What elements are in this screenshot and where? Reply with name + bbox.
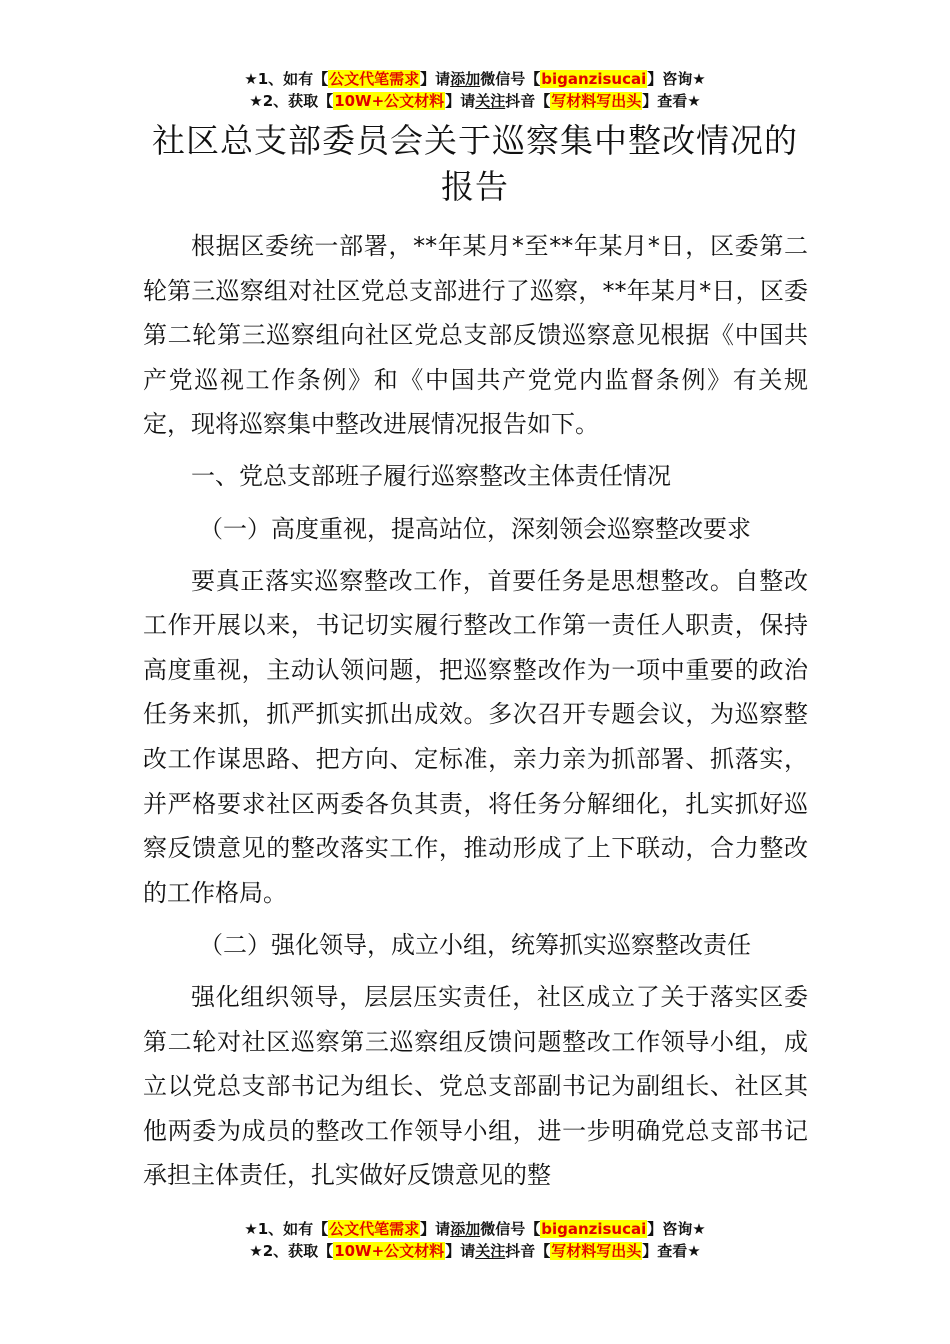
banner-line-2: ★2、获取【10W+公文材料】请关注抖音【写材料写出头】查看★ [249, 92, 701, 110]
highlight-douyin: 写材料写出头 [551, 1242, 642, 1260]
highlight-service: 公文代笔需求 [329, 70, 420, 88]
highlight-service: 公文代笔需求 [329, 1220, 420, 1238]
subsection-heading-1: （一）高度重视，提高站位，深刻领会巡察整改要求 [199, 514, 751, 543]
footer-banner-line-2: ★2、获取【10W+公文材料】请关注抖音【写材料写出头】查看★ [249, 1242, 701, 1260]
title-line-2: 报告 [441, 167, 509, 206]
highlight-materials: 10W+公文材料 [334, 92, 445, 110]
document-body [143, 224, 808, 1205]
body-paragraph-1: 要真正落实巡察整改工作，首要任务是思想整改。自整改工作开展以来，书记切实履行整改工作第一责任人职责，保持高度重视，主动认领问题，把巡察整改作为一项中重要的政治任务来抓，抓严抓实抓出成效。多次召开专题会议，为巡察整改工作谋思路、把方向、定标准，亲力亲为抓部署、抓落实，并严格要求社区两委各负其责，将任务分解细化，扎实抓好巡察反馈意见的整改落实工作，推动形成了上下联动，合力整改的工作格局。 [143, 566, 808, 907]
intro-paragraph: 根据区委统一部署，**年某月*至**年某月*日，区委第二轮第三巡察组对社区党总支部进行了巡察，**年某月*日，区委第二轮第三巡察组向社区党总支部反馈巡察意见根据《中国共产党巡视工作条例》和《中国共产党党内监督条例》有关规定，现将巡察集中整改进展情况报告如下。 [143, 232, 808, 439]
section-heading-1: 一、党总支部班子履行巡察整改主体责任情况 [191, 462, 671, 491]
title-line-1: 社区总支部委员会关于巡察集中整改情况的 [152, 121, 798, 160]
document-title [0, 118, 950, 210]
footer-banner-line-1: ★1、如有【公文代笔需求】请添加微信号【biganzisucai】咨询★ [244, 1220, 706, 1238]
highlight-wechat-id: biganzisucai [541, 1220, 647, 1238]
body-paragraph-2: 强化组织领导，层层压实责任，社区成立了关于落实区委第二轮对社区巡察第三巡察组反馈问题整改工作领导小组，成立以党总支部书记为组长、党总支部副书记为副组长、社区其他两委为成员的整改工作领导小组，进一步明确党总支部书记承担主体责任，扎实做好反馈意见的整 [143, 983, 808, 1190]
header-banner [0, 68, 950, 112]
highlight-materials: 10W+公文材料 [334, 1242, 445, 1260]
banner-line-1: ★1、如有【公文代笔需求】请添加微信号【biganzisucai】咨询★ [244, 70, 706, 88]
footer-banner [0, 1218, 950, 1262]
highlight-douyin: 写材料写出头 [551, 92, 642, 110]
highlight-wechat-id: biganzisucai [541, 70, 647, 88]
subsection-heading-2: （二）强化领导，成立小组，统筹抓实巡察整改责任 [199, 930, 751, 959]
